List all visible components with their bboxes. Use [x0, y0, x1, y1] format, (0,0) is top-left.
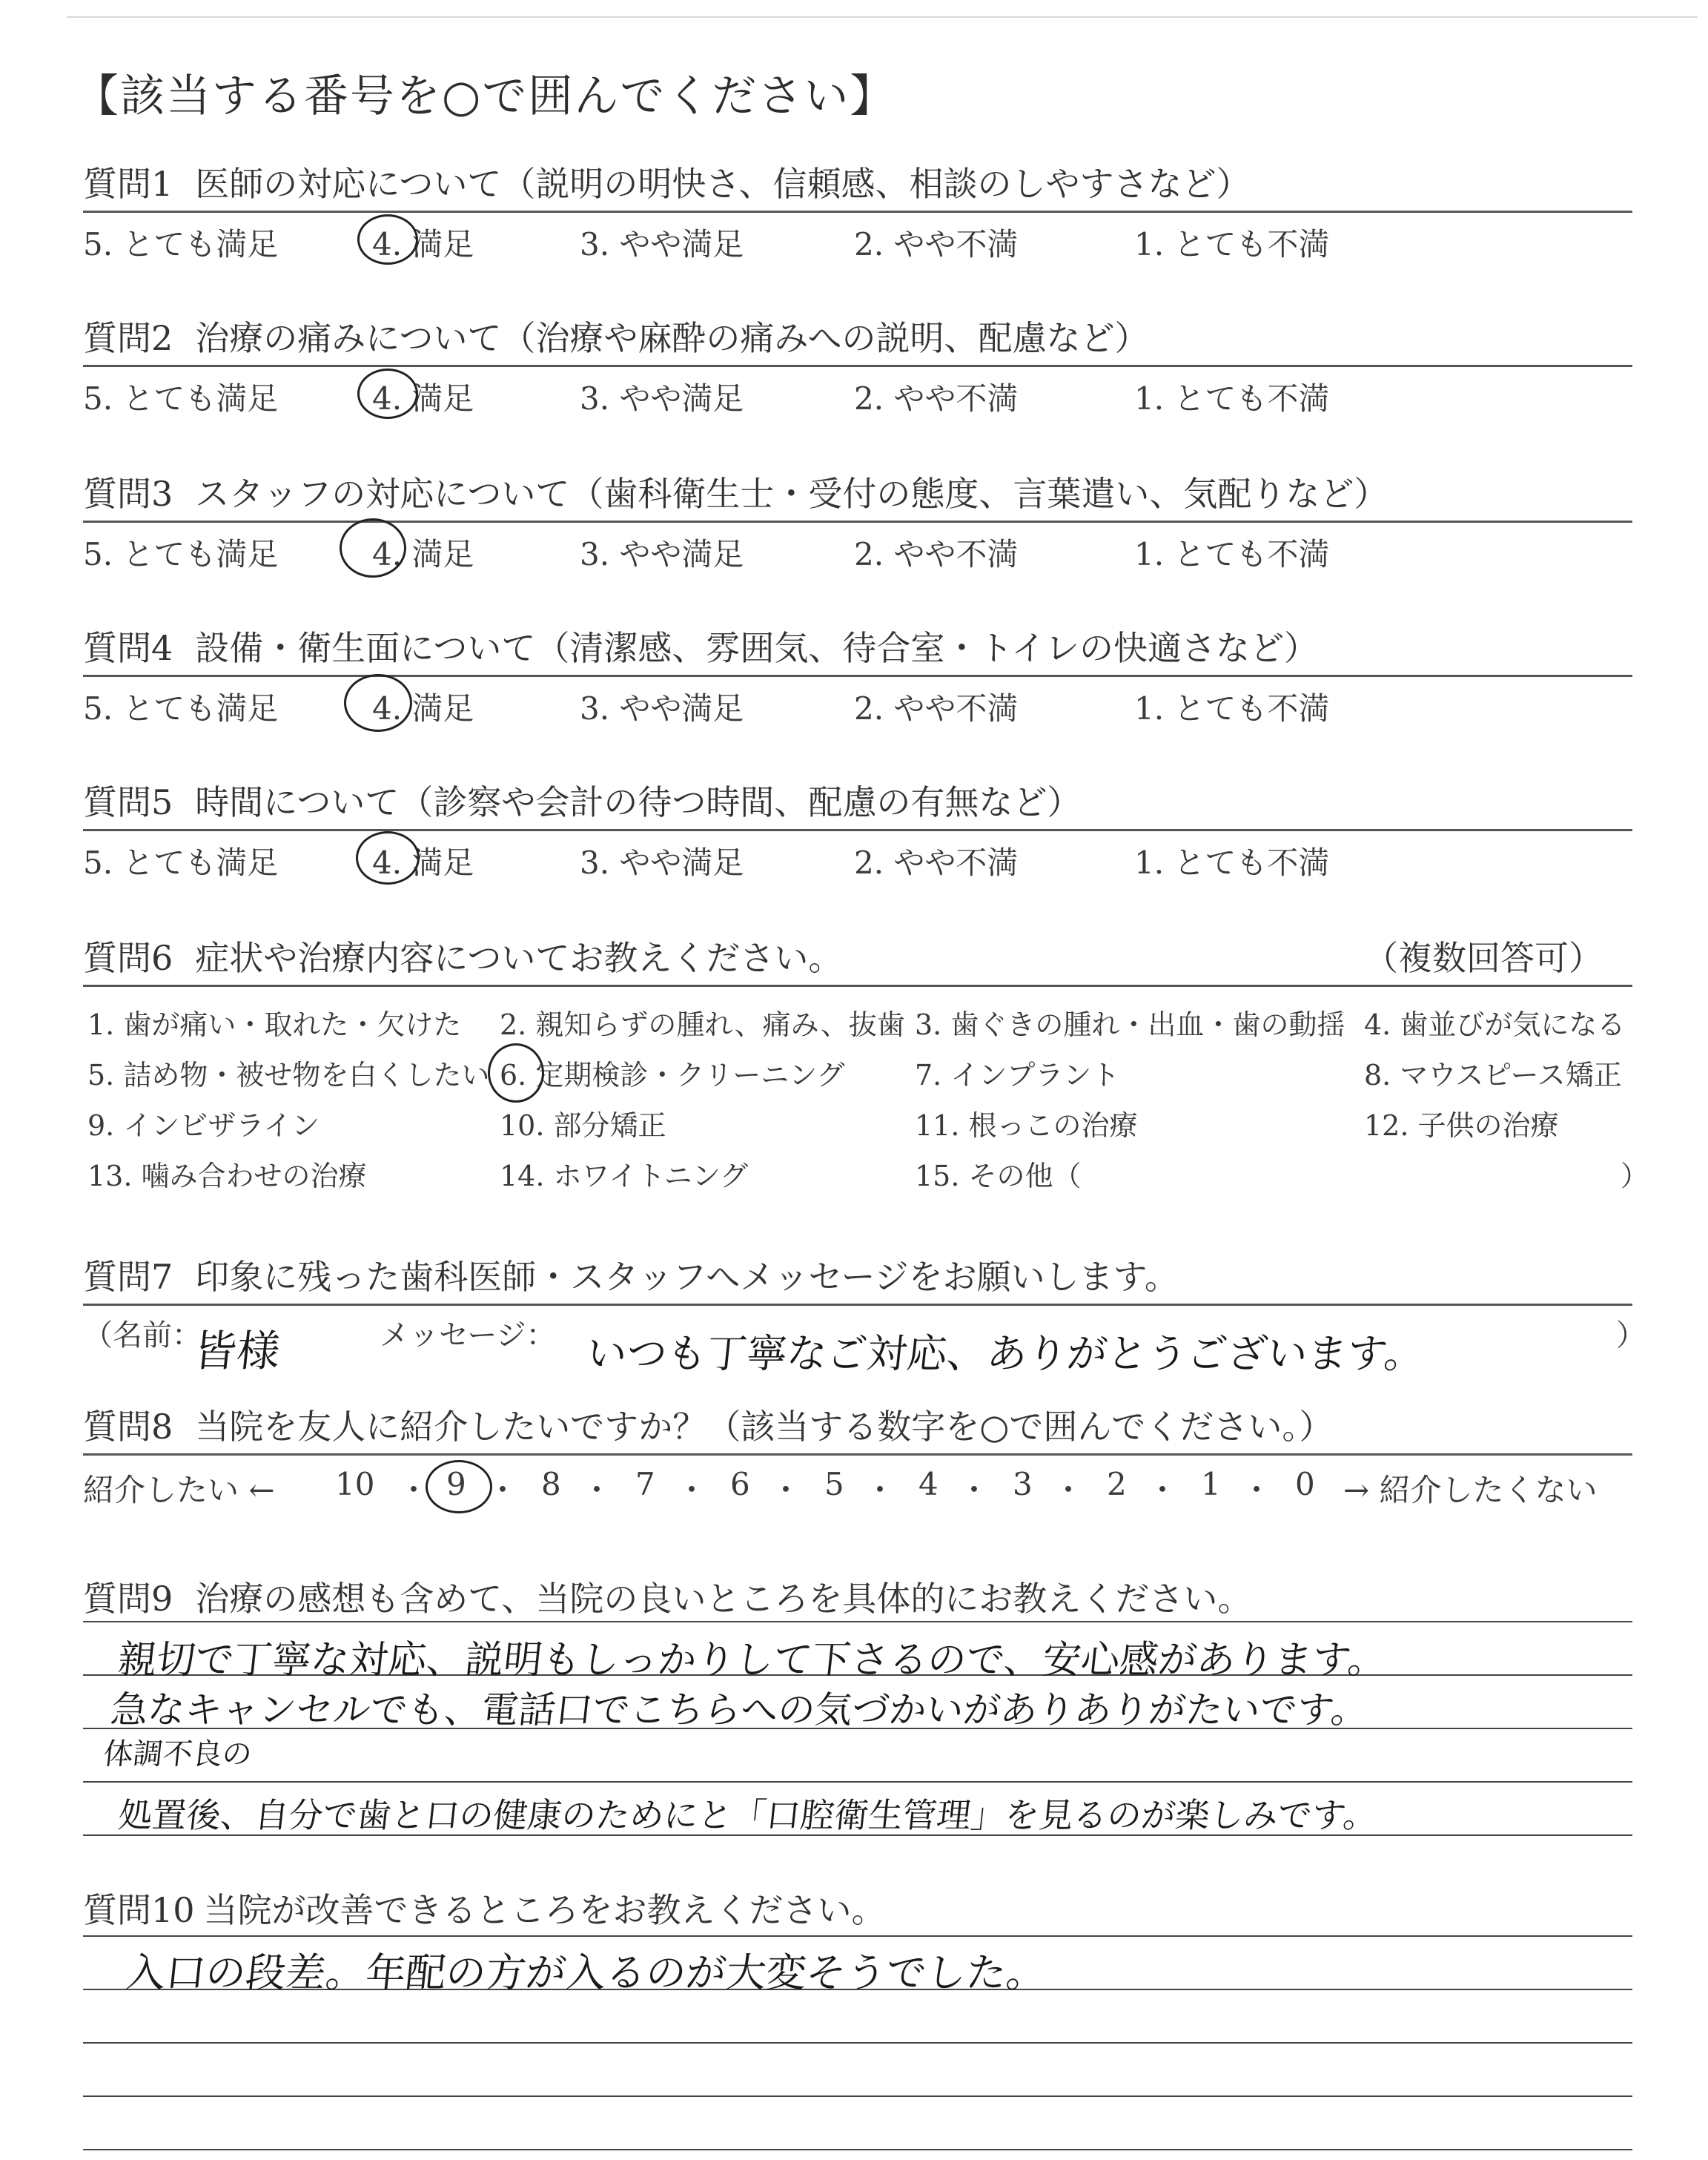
treatment-option[interactable]: 4. 歯並びが気になる — [1364, 1008, 1626, 1041]
scale-dot: ・ — [581, 1472, 613, 1508]
question-3 — [83, 467, 1632, 572]
treatment-option[interactable]: 11. 根っこの治療 — [915, 1109, 1138, 1142]
treatment-option[interactable]: 10. 部分矯正 — [500, 1109, 666, 1142]
rating-option-4[interactable]: 4. 満足 — [372, 226, 474, 262]
scale-option-7[interactable]: 7 — [635, 1466, 655, 1502]
rating-option-5[interactable]: 5. とても満足 — [83, 380, 279, 417]
rating-option-2[interactable]: 2. やや不満 — [854, 690, 1019, 727]
rating-option-5[interactable]: 5. とても満足 — [83, 536, 279, 572]
answer-line — [83, 2095, 1632, 2097]
scale-dot: ・ — [1053, 1472, 1085, 1508]
handwritten-answer-line: 親切で丁寧な対応、説明もしっかりして下さるので、安心感があります。 — [116, 1638, 1389, 1682]
question-5 — [83, 776, 1632, 881]
page-title: 【該当する番号を○で囲んでください】 — [74, 70, 896, 122]
question-text: 当院を友人に紹介したいですか？（該当する数字を○で囲んでください。） — [195, 1407, 1334, 1447]
treatment-option[interactable]: 15. その他（ — [915, 1160, 1082, 1192]
question-text: 設備・衛生面について（清潔感、雰囲気、待合室・トイレの快適さなど） — [195, 628, 1319, 668]
rating-option-4[interactable]: 4. 満足 — [372, 536, 474, 572]
question-number: 質問9 — [83, 1579, 173, 1619]
answer-line — [83, 2042, 1632, 2044]
question-8 — [83, 1400, 1632, 1507]
question-2 — [83, 311, 1632, 417]
recommend-scale — [83, 1456, 1632, 1507]
scale-dot: ・ — [1241, 1472, 1273, 1508]
question-10-header — [83, 1883, 1632, 1932]
treatment-option[interactable]: 13. 噛み合わせの治療 — [87, 1160, 367, 1192]
question-number: 質問3 — [83, 474, 173, 514]
selection-circle — [426, 1460, 492, 1513]
question-number: 質問7 — [83, 1257, 173, 1297]
answer-line — [83, 1621, 1632, 1622]
scale-option-3[interactable]: 3 — [1013, 1466, 1033, 1502]
treatment-option[interactable]: 5. 詰め物・被せ物を白くしたい — [87, 1059, 490, 1091]
selection-circle — [340, 518, 406, 578]
scale-dot: ・ — [770, 1472, 802, 1508]
treatment-option-close: ） — [1621, 1160, 1649, 1192]
top-border — [67, 16, 1698, 18]
recommend-left-label: 紹介したい ← — [83, 1472, 275, 1508]
question-6-header — [83, 931, 1632, 980]
question-text: 印象に残った歯科医師・スタッフへメッセージをお願いします。 — [195, 1257, 1179, 1297]
multiple-answer-note: （複数回答可） — [1364, 938, 1603, 978]
question-number: 質問2 — [83, 318, 173, 358]
rating-options — [83, 213, 1632, 262]
handwritten-answer-line: 入口の段差。年配の方が入るのが大変そうでした。 — [123, 1949, 1049, 1996]
rating-option-1[interactable]: 1. とても不満 — [1134, 690, 1330, 727]
rating-option-3[interactable]: 3. やや満足 — [580, 690, 744, 727]
question-2-header — [83, 311, 1632, 360]
question-text: スタッフの対応について（歯科衛生士・受付の態度、言葉遣い、気配りなど） — [195, 474, 1388, 514]
question-text: 時間について（診察や会計の待つ時間、配慮の有無など） — [195, 782, 1082, 822]
question-number: 質問10 — [83, 1890, 195, 1930]
recommend-right-label: → 紹介したくない — [1343, 1472, 1598, 1508]
handwritten-answer-line: 急なキャンセルでも、電話口でこちらへの気づかいがありありがたいです。 — [108, 1688, 1371, 1731]
treatment-option[interactable]: 3. 歯ぐきの腫れ・出血・歯の動揺 — [915, 1008, 1345, 1041]
handwritten-answer-line: 処置後、自分で歯と口の健康のためにと「口腔衛生管理」を見るのが楽しみです。 — [116, 1795, 1380, 1835]
selection-circle — [357, 369, 418, 419]
rating-option-3[interactable]: 3. やや満足 — [580, 226, 744, 262]
rating-option-5[interactable]: 5. とても満足 — [83, 845, 279, 881]
question-text: 治療の痛みについて（治療や麻酔の痛みへの説明、配慮など） — [195, 318, 1149, 358]
scale-dot: ・ — [676, 1472, 708, 1508]
scale-dot: ・ — [487, 1472, 519, 1508]
message-handwritten: いつも丁寧なご対応、ありがとうございます。 — [584, 1330, 1427, 1377]
name-label: （名前： — [83, 1318, 202, 1353]
scale-dot: ・ — [1147, 1472, 1179, 1508]
scale-dot: ・ — [398, 1472, 430, 1508]
question-6 — [83, 931, 1649, 1202]
message-close: ） — [1616, 1318, 1646, 1353]
question-1 — [83, 157, 1632, 262]
rating-options — [83, 677, 1632, 727]
rating-option-5[interactable]: 5. とても満足 — [83, 226, 279, 262]
answer-line — [83, 1935, 1632, 1937]
question-text: 当院が改善できるところをお教えください。 — [203, 1890, 886, 1930]
rating-option-4[interactable]: 4. 満足 — [372, 690, 474, 727]
rating-option-4[interactable]: 4. 満足 — [372, 380, 474, 417]
question-7-header — [83, 1250, 1632, 1299]
scale-option-5[interactable]: 5 — [824, 1466, 844, 1502]
question-7 — [83, 1250, 1646, 1380]
selection-circle — [356, 831, 420, 885]
scale-dot: ・ — [959, 1472, 990, 1508]
answer-line — [83, 2149, 1632, 2150]
treatment-option[interactable]: 9. インビザライン — [87, 1109, 320, 1142]
question-text: 治療の感想も含めて、当院の良いところを具体的にお教えください。 — [195, 1579, 1252, 1619]
scale-option-8[interactable]: 8 — [541, 1466, 561, 1502]
question-1-header — [83, 157, 1632, 206]
question-9 — [83, 1572, 1632, 1621]
question-text: 症状や治療内容についてお教えください。 — [195, 938, 843, 978]
treatment-option[interactable]: 14. ホワイトニング — [500, 1160, 749, 1192]
rating-option-2[interactable]: 2. やや不満 — [854, 845, 1019, 881]
question-9-header — [83, 1572, 1632, 1621]
question-number: 質問1 — [83, 164, 173, 204]
treatment-option[interactable]: 6. 定期検診・クリーニング — [500, 1059, 845, 1091]
rating-options — [83, 523, 1632, 572]
rating-option-3[interactable]: 3. やや満足 — [580, 380, 744, 417]
question-4 — [83, 621, 1632, 727]
question-4-header — [83, 621, 1632, 670]
scale-option-9[interactable]: 9 — [446, 1466, 466, 1502]
selection-circle — [488, 1043, 544, 1103]
rating-options — [83, 367, 1632, 417]
scale-option-0[interactable]: 0 — [1295, 1466, 1315, 1502]
scale-option-4[interactable]: 4 — [918, 1466, 939, 1502]
question-number: 質問4 — [83, 628, 173, 668]
question-8-header — [83, 1400, 1632, 1449]
selection-circle — [344, 674, 412, 732]
question-3-header — [83, 467, 1632, 516]
handwritten-answer-line: 体調不良の — [102, 1737, 254, 1771]
rating-option-3[interactable]: 3. やや満足 — [580, 845, 744, 881]
scale-dot: ・ — [864, 1472, 896, 1508]
scale-option-1[interactable]: 1 — [1201, 1466, 1221, 1502]
selection-circle — [357, 214, 418, 265]
question-number: 質問6 — [83, 938, 173, 978]
question-number: 質問5 — [83, 782, 173, 822]
question-text: 医師の対応について（説明の明快さ、信頼感、相談のしやすさなど） — [195, 164, 1251, 204]
scale-option-2[interactable]: 2 — [1107, 1466, 1127, 1502]
rating-option-4[interactable]: 4. 満足 — [372, 845, 474, 881]
rating-option-1[interactable]: 1. とても不満 — [1134, 380, 1330, 417]
treatment-option[interactable]: 7. インプラント — [915, 1059, 1120, 1091]
rating-options — [83, 831, 1632, 881]
rating-option-3[interactable]: 3. やや満足 — [580, 536, 744, 572]
scale-option-6[interactable]: 6 — [730, 1466, 750, 1502]
rating-option-2[interactable]: 2. やや不満 — [854, 380, 1019, 417]
answer-line — [83, 1781, 1632, 1783]
rating-option-1[interactable]: 1. とても不満 — [1134, 226, 1330, 262]
message-label: メッセージ： — [380, 1318, 556, 1353]
question-number: 質問8 — [83, 1407, 173, 1447]
question-5-header — [83, 776, 1632, 825]
rating-option-1[interactable]: 1. とても不満 — [1134, 845, 1330, 881]
rating-option-2[interactable]: 2. やや不満 — [854, 226, 1019, 262]
treatment-option[interactable]: 12. 子供の治療 — [1364, 1109, 1559, 1142]
rating-option-5[interactable]: 5. とても満足 — [83, 690, 279, 727]
rating-option-2[interactable]: 2. やや不満 — [854, 536, 1019, 572]
treatment-option[interactable]: 2. 親知らずの腫れ、痛み、抜歯 — [500, 1008, 905, 1041]
treatment-options — [83, 987, 1649, 1202]
scale-option-10[interactable]: 10 — [335, 1466, 375, 1502]
rating-option-1[interactable]: 1. とても不満 — [1134, 536, 1330, 572]
message-row — [83, 1306, 1646, 1380]
question-10 — [83, 1883, 1632, 1932]
name-handwritten: 皆様 — [191, 1326, 283, 1376]
treatment-option[interactable]: 1. 歯が痛い・取れた・欠けた — [87, 1008, 462, 1041]
treatment-option[interactable]: 8. マウスピース矯正 — [1364, 1059, 1622, 1091]
